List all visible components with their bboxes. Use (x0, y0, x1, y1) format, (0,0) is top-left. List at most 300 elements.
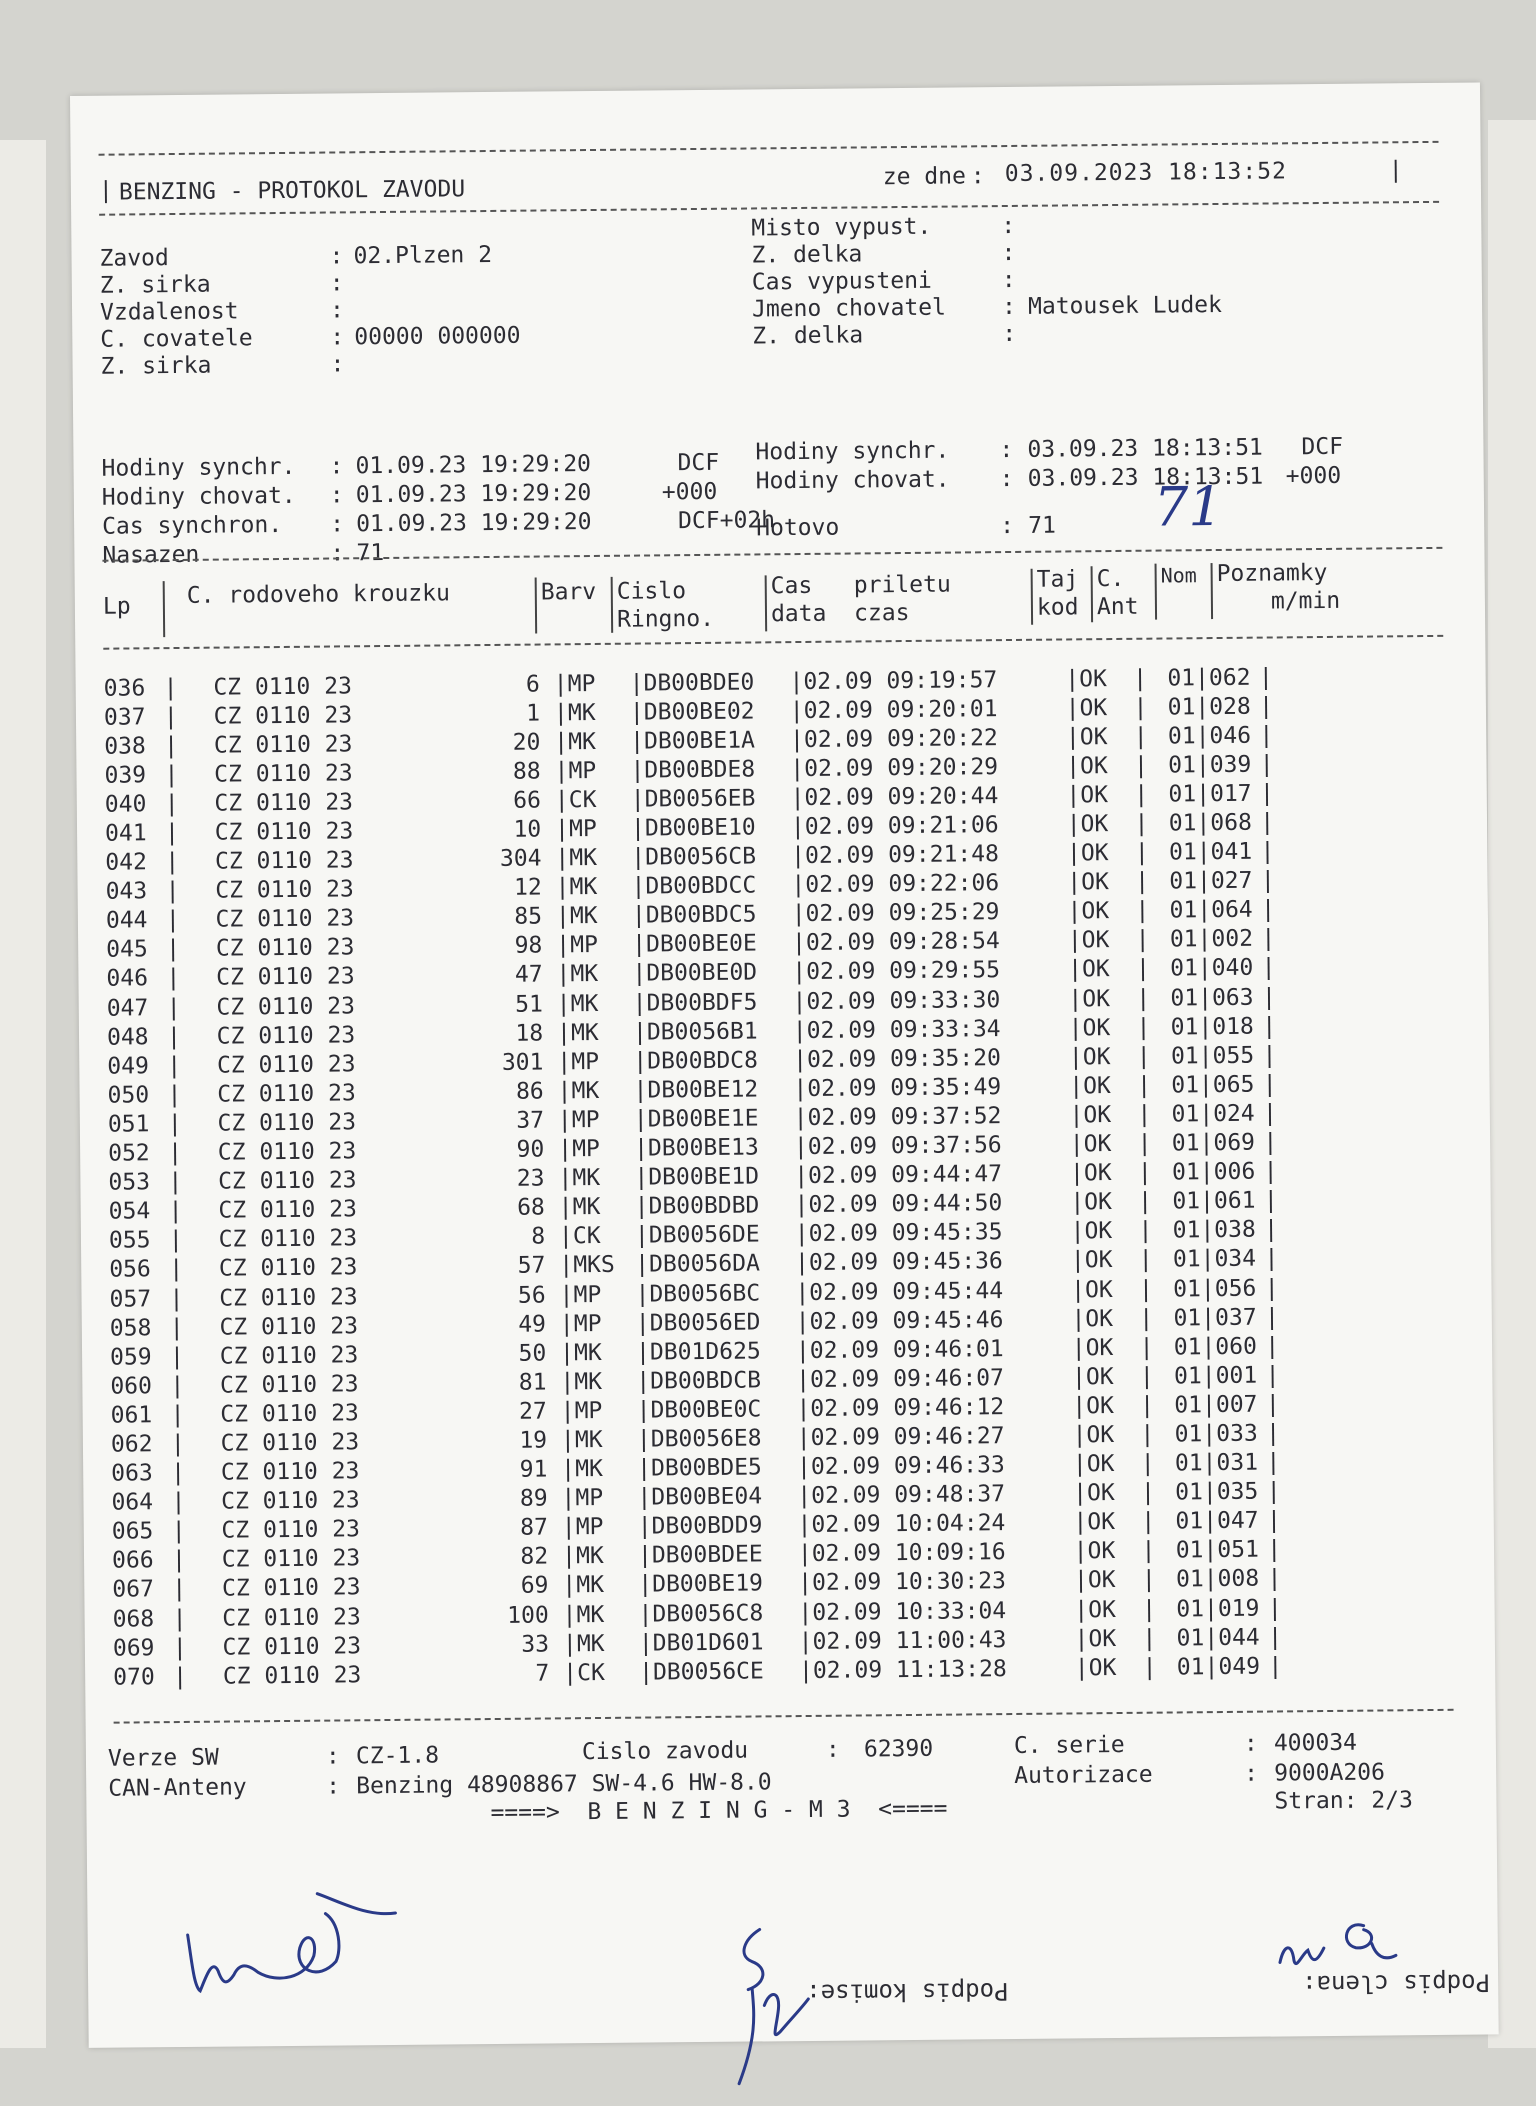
cell-ring-number: 304 (485, 845, 556, 873)
cell-ring-number: 57 (489, 1252, 560, 1280)
col-code-2: kod (1036, 594, 1079, 621)
col-sep (1031, 569, 1034, 625)
cell-code: OK (1081, 898, 1110, 925)
cell-nom: 039 (1209, 751, 1252, 778)
sync-value: 71 (1028, 512, 1056, 539)
cell-code: OK (1080, 781, 1109, 809)
cell-sep: | (558, 1165, 573, 1192)
cell-sep: | (1141, 1567, 1156, 1594)
cell-sep: | (1067, 898, 1082, 925)
cell-sep: | (1067, 927, 1082, 954)
col-notes-2: m/min (1270, 587, 1341, 615)
cell-sep: | (164, 820, 180, 847)
cell-chip: DB0056ED (649, 1309, 761, 1337)
cell-sep: | (1141, 1538, 1156, 1565)
cell-sep: | (1200, 1217, 1215, 1244)
cell-sep: | (635, 1281, 650, 1308)
col-arrival-2: data czas (770, 599, 910, 628)
cell-sep: | (1138, 1276, 1154, 1303)
cell-nom: 065 (1212, 1071, 1255, 1098)
cell-color: MK (570, 961, 599, 988)
cell-lp: 055 (108, 1227, 151, 1255)
cell-lp: 042 (105, 849, 148, 876)
cell-sep: | (796, 1424, 811, 1452)
cell-sep: | (1261, 984, 1276, 1011)
cell-sep: | (561, 1485, 576, 1512)
cell-sep: | (170, 1430, 185, 1458)
info-label: Z. sirka (99, 271, 211, 299)
cell-sep: | (1068, 1044, 1083, 1071)
cell-ring-number: 98 (486, 932, 557, 960)
cell-nom: 044 (1218, 1624, 1260, 1651)
cell-code: OK (1083, 1102, 1112, 1129)
cell-lp: 058 (109, 1314, 152, 1342)
cell-sep: | (1139, 1363, 1154, 1390)
cell-lp: 054 (108, 1198, 151, 1225)
cell-sep: | (796, 1454, 812, 1481)
cell-sep: | (1133, 723, 1148, 750)
cell-sep: | (1264, 1245, 1279, 1273)
cell-sep: | (1066, 782, 1081, 809)
cell-chip: DB00BDE8 (644, 756, 756, 784)
cell-sep: | (554, 787, 569, 814)
cell-color: CK (568, 786, 597, 814)
cell-ring: CZ 0110 23 (194, 1603, 361, 1632)
col-arrival-1: Cas priletu (770, 571, 951, 600)
cell-sep: | (1140, 1392, 1155, 1419)
cell-arrival: 02.09 09:20:44 (804, 783, 999, 811)
cell-ant: 01 (1170, 1013, 1199, 1041)
cell-chip: DB0056DA (648, 1250, 761, 1278)
cell-sep: | (1265, 1362, 1280, 1389)
divider (114, 1709, 1454, 1724)
footer-colon: : (1243, 1730, 1258, 1757)
sync-value: 03.09.23 18:13:51 (1027, 463, 1264, 492)
cell-sep: | (1201, 1391, 1217, 1419)
cell-sep: | (1136, 985, 1151, 1012)
cell-arrival: 02.09 10:30:23 (811, 1568, 1007, 1597)
cell-nom: 017 (1209, 780, 1252, 808)
cell-sep: | (792, 988, 807, 1015)
cell-ring: CZ 0110 23 (188, 992, 356, 1021)
cell-sep: | (638, 1571, 653, 1599)
cell-ant: 01 (1172, 1188, 1201, 1215)
handwritten-count: 71 (1153, 474, 1224, 539)
cell-arrival: 02.09 09:21:48 (804, 841, 1000, 870)
cell-ring: CZ 0110 23 (192, 1400, 359, 1428)
cell-sep: | (1141, 1508, 1156, 1536)
cell-code: OK (1088, 1596, 1116, 1623)
cell-chip: DB0056EB (644, 785, 756, 813)
date-label: ze dne (882, 163, 967, 191)
cell-sep: | (1260, 867, 1275, 894)
cell-sep: | (1068, 956, 1083, 983)
footer-antenna-label: CAN-Anteny (108, 1774, 247, 1802)
cell-ring: CZ 0110 23 (193, 1487, 360, 1516)
cell-sep: | (638, 1601, 653, 1628)
cell-sep: | (635, 1251, 650, 1279)
cell-ring-number: 51 (487, 990, 557, 1018)
cell-ring-number: 85 (486, 903, 557, 931)
cell-sep: | (557, 1107, 572, 1134)
cell-code: OK (1079, 723, 1108, 751)
cell-ant: 01 (1173, 1275, 1202, 1302)
info-colon: : (1001, 293, 1017, 321)
cell-color: MP (573, 1281, 602, 1308)
cell-sep: | (1259, 722, 1274, 749)
cell-code: OK (1084, 1189, 1113, 1216)
cell-nom: 064 (1211, 896, 1253, 924)
cell-sep: | (638, 1630, 653, 1657)
cell-nom: 024 (1212, 1100, 1255, 1128)
cell-chip: DB0056DE (648, 1221, 760, 1249)
cell-sep: | (559, 1339, 575, 1367)
cell-chip: DB0056C8 (652, 1599, 764, 1628)
cell-code: OK (1086, 1422, 1115, 1449)
cell-sep: | (794, 1221, 809, 1248)
cell-arrival: 02.09 10:33:04 (812, 1597, 1007, 1626)
cell-sep: | (798, 1628, 813, 1655)
cell-chip: DB00BE1E (647, 1105, 759, 1133)
cell-sep: | (795, 1308, 810, 1335)
col-code-1: Taj (1036, 566, 1079, 593)
cell-ring: CZ 0110 23 (190, 1138, 357, 1166)
footer-auth-label: Autorizace (1014, 1761, 1153, 1790)
cell-color: MK (570, 990, 599, 1017)
cell-arrival: 02.09 09:19:57 (803, 666, 998, 695)
cell-lp: 039 (104, 762, 147, 789)
cell-ring: CZ 0110 23 (191, 1254, 358, 1283)
cell-sep: | (1069, 1073, 1084, 1100)
cell-chip: DB00BE19 (652, 1570, 764, 1598)
cell-ring: CZ 0110 23 (189, 1109, 357, 1137)
cell-sep: | (1264, 1216, 1279, 1243)
cell-color: MP (571, 1048, 600, 1075)
cell-sep: | (1065, 694, 1080, 722)
cell-sep: | (557, 1049, 572, 1076)
cell-sep: | (1142, 1654, 1157, 1681)
cell-sep: | (163, 703, 178, 730)
cell-lp: 065 (111, 1518, 154, 1545)
cell-ring-number: 82 (492, 1543, 563, 1571)
info-colon: : (1001, 239, 1016, 267)
cell-sep: | (632, 990, 647, 1017)
cell-ring-number: 20 (484, 729, 555, 756)
cell-ring-number: 88 (485, 758, 555, 785)
cell-nom: 056 (1214, 1275, 1257, 1302)
cell-sep: | (1195, 722, 1210, 749)
cell-nom: 061 (1213, 1187, 1256, 1215)
sync-label: Nasazen (102, 541, 200, 569)
cell-ring-number: 8 (489, 1223, 560, 1251)
cell-sep: | (798, 1657, 813, 1684)
cell-ring-number: 89 (492, 1485, 562, 1513)
cell-sep: | (1139, 1305, 1154, 1332)
cell-sep: | (562, 1572, 577, 1599)
cell-sep: | (1266, 1449, 1281, 1476)
cell-sep: | (798, 1570, 813, 1597)
cell-sep: | (794, 1192, 809, 1219)
cell-nom: 035 (1216, 1478, 1259, 1506)
info-colon: : (1001, 266, 1016, 294)
cell-sep: | (1198, 1071, 1213, 1099)
footer-colon: : (325, 1743, 340, 1770)
cell-lp: 043 (105, 878, 148, 905)
cell-ant: 01 (1168, 781, 1197, 808)
col-sep (1155, 564, 1158, 620)
cell-arrival: 02.09 09:20:22 (803, 724, 998, 753)
sync-label: Hodiny chovat. (755, 466, 950, 495)
protocol-sheet (70, 82, 1499, 2047)
sync-value: 71 (356, 540, 385, 567)
cell-sep: | (558, 1223, 573, 1250)
cell-code: OK (1083, 1160, 1112, 1187)
cell-sep: | (1199, 1101, 1214, 1128)
cell-ring: CZ 0110 23 (185, 701, 353, 730)
cell-ring: CZ 0110 23 (185, 672, 352, 701)
cell-sep: | (1074, 1596, 1089, 1623)
cell-ring: CZ 0110 23 (186, 731, 353, 759)
cell-sep: | (1070, 1247, 1085, 1274)
cell-chip: DB00BDEE (651, 1541, 763, 1569)
cell-sep: | (1136, 1014, 1151, 1041)
col-nom: Nom (1160, 563, 1197, 588)
cell-chip: DB00BE0C (650, 1396, 762, 1424)
cell-sep: | (1198, 984, 1213, 1011)
info-colon: : (329, 297, 345, 324)
footer-colon: : (825, 1736, 840, 1763)
cell-sep: | (1072, 1393, 1087, 1420)
info-colon: : (329, 243, 344, 270)
cell-nom: 062 (1208, 664, 1251, 691)
cell-ant: 01 (1175, 1479, 1204, 1506)
cell-chip: DB01D601 (652, 1629, 764, 1657)
cell-sep: | (1073, 1509, 1088, 1536)
cell-sep: | (789, 697, 804, 724)
cell-sep: | (1136, 1043, 1151, 1070)
cell-sep: | (553, 670, 568, 697)
sync-value: 01.09.23 19:29:20 (355, 480, 592, 509)
cell-ant: 01 (1169, 897, 1198, 924)
cell-sep: | (635, 1339, 651, 1366)
cell-sep: | (1140, 1479, 1156, 1506)
cell-sep: | (1261, 925, 1276, 952)
cell-arrival: 02.09 10:04:24 (811, 1510, 1006, 1539)
info-value: Matousek Ludek (1027, 291, 1223, 320)
cell-sep: | (1073, 1538, 1088, 1565)
cell-sep: | (1203, 1537, 1218, 1564)
cell-ring: CZ 0110 23 (190, 1167, 357, 1196)
cell-code: OK (1084, 1247, 1113, 1274)
cell-color: CK (572, 1223, 601, 1250)
cell-chip: DB00BE1A (643, 727, 755, 755)
cell-ring: CZ 0110 23 (186, 760, 353, 788)
cell-lp: 053 (108, 1169, 151, 1196)
cell-ring-number: 10 (485, 816, 556, 844)
cell-ring: CZ 0110 23 (190, 1225, 358, 1254)
cell-code: OK (1082, 985, 1111, 1012)
cell-sep: | (169, 1314, 184, 1341)
cell-code: OK (1079, 694, 1108, 721)
cell-chip: DB00BE04 (651, 1483, 763, 1511)
cell-ant: 01 (1169, 926, 1198, 953)
cell-code: OK (1085, 1305, 1114, 1332)
cell-chip: DB00BE10 (644, 814, 756, 842)
cell-sep: | (632, 960, 647, 988)
cell-color: MP (573, 1310, 602, 1337)
cell-ring: CZ 0110 23 (194, 1632, 362, 1661)
cell-chip: DB00BDF5 (646, 989, 758, 1017)
cell-sep: | (1204, 1624, 1219, 1651)
cell-color: MK (575, 1543, 604, 1570)
sync-suffix: DCF (1301, 433, 1344, 461)
cell-sep: | (1264, 1304, 1280, 1331)
date-value: 03.09.2023 18:13:52 (1004, 158, 1288, 188)
cell-chip: DB0056B1 (646, 1018, 758, 1046)
info-label: C. covatele (100, 325, 253, 353)
cell-sep: | (631, 844, 646, 871)
cell-chip: DB00BDC5 (645, 901, 757, 929)
cell-sep: | (1203, 1508, 1218, 1535)
cell-sep: | (1069, 1102, 1084, 1129)
cell-sep: | (1196, 810, 1211, 837)
cell-sep: | (633, 1048, 648, 1075)
cell-lp: 070 (113, 1663, 155, 1691)
cell-sep: | (1266, 1478, 1281, 1505)
cell-sep: | (1073, 1480, 1088, 1507)
cell-sep: | (1074, 1625, 1089, 1653)
report-title: BENZING - PROTOKOL ZAVODU (118, 176, 466, 206)
cell-sep: | (1133, 665, 1148, 692)
cell-sep: | (1135, 927, 1150, 954)
cell-sep: | (1261, 954, 1276, 982)
footer-serial-label: C. serie (1013, 1731, 1125, 1760)
sync-label: Hodiny chovat. (101, 482, 296, 511)
cell-ring-number: 66 (485, 787, 555, 814)
cell-sep: | (1201, 1362, 1216, 1389)
cell-ring-number: 56 (490, 1281, 560, 1309)
cell-ring-number: 27 (491, 1398, 561, 1425)
cell-sep: | (1265, 1391, 1280, 1418)
cell-sep: | (164, 761, 179, 788)
cell-sep: | (171, 1518, 186, 1545)
cell-arrival: 02.09 09:33:30 (806, 986, 1001, 1015)
info-label: Jmeno chovatel (751, 294, 947, 323)
info-label: Z. sirka (100, 352, 212, 380)
cell-arrival: 02.09 09:21:06 (804, 812, 999, 840)
cell-sep: | (1195, 751, 1210, 779)
cell-nom: 047 (1216, 1507, 1259, 1535)
cell-color: MP (574, 1397, 603, 1425)
footer-race-no-value: 62390 (863, 1735, 934, 1763)
cell-sep: | (1134, 781, 1149, 808)
cell-sep: | (794, 1163, 809, 1190)
cell-ring-number: 91 (491, 1456, 562, 1484)
cell-ring-number: 7 (493, 1660, 564, 1687)
cell-sep: | (632, 1019, 647, 1046)
cell-sep: | (555, 845, 570, 872)
cell-lp: 063 (111, 1460, 153, 1487)
cell-color: MK (567, 699, 596, 726)
cell-sep: | (1265, 1333, 1280, 1360)
cell-sep: | (1069, 1160, 1085, 1187)
cell-ring: CZ 0110 23 (195, 1662, 362, 1690)
cell-sep: | (173, 1663, 188, 1690)
cell-sep: | (791, 843, 806, 870)
cell-sep: | (1200, 1246, 1215, 1273)
cell-sep: | (633, 1077, 648, 1104)
cell-lp: 059 (109, 1343, 152, 1371)
cell-code: OK (1084, 1218, 1113, 1245)
cell-ring: CZ 0110 23 (193, 1458, 360, 1486)
cell-color: CK (577, 1659, 605, 1686)
cell-code: OK (1087, 1538, 1116, 1565)
cell-ring-number: 90 (488, 1136, 559, 1164)
cell-sep: | (167, 1052, 182, 1079)
cell-chip: DB00BDE0 (643, 669, 755, 697)
cell-ring: CZ 0110 23 (192, 1429, 360, 1457)
cell-nom: 041 (1210, 838, 1253, 866)
cell-arrival: 02.09 09:45:36 (808, 1248, 1003, 1277)
cell-sep: | (1195, 693, 1210, 720)
cell-sep: | (168, 1227, 183, 1254)
cell-arrival: 02.09 09:28:54 (805, 928, 1000, 957)
cell-lp: 045 (106, 936, 148, 964)
cell-lp: 036 (103, 674, 146, 702)
info-colon: : (330, 351, 345, 378)
cell-code: OK (1082, 1043, 1111, 1071)
cell-lp: 050 (107, 1082, 150, 1109)
cell-sep: | (629, 699, 644, 726)
cell-sep: | (1202, 1421, 1217, 1448)
footer-antenna-value: Benzing 48908867 SW-4.6 HW-8.0 (356, 1769, 772, 1800)
cell-sep: | (1134, 839, 1149, 866)
cell-sep: | (637, 1542, 653, 1569)
cell-color: MP (572, 1136, 600, 1163)
sync-colon: : (330, 511, 345, 538)
cell-nom: 006 (1213, 1158, 1256, 1186)
cell-arrival: 02.09 09:46:01 (809, 1335, 1004, 1364)
cell-sep: | (1197, 897, 1212, 924)
cell-chip: DB0056BC (649, 1279, 761, 1308)
info-label: Z. delka (751, 241, 863, 269)
cell-sep: | (166, 1023, 182, 1050)
cell-lp: 046 (106, 965, 149, 993)
cell-chip: DB00BE13 (647, 1134, 759, 1162)
cell-sep: | (1261, 896, 1276, 923)
header-bar-left: | (98, 177, 113, 204)
cell-sep: | (1199, 1130, 1214, 1157)
cell-sep: | (637, 1455, 652, 1482)
sync-value: 03.09.23 18:13:51 (1027, 434, 1263, 463)
info-colon: : (330, 324, 345, 351)
commission-signature-label: Podpis komise: (806, 1977, 1009, 2008)
cell-sep: | (1142, 1625, 1157, 1652)
sync-value: 01.09.23 19:29:20 (355, 509, 592, 538)
cell-color: MK (571, 1077, 600, 1105)
cell-arrival: 02.09 09:35:20 (806, 1044, 1001, 1073)
cell-sep: | (631, 902, 646, 929)
cell-lp: 068 (112, 1605, 155, 1633)
cell-color: MK (576, 1630, 605, 1657)
cell-chip: DB00BE02 (643, 698, 755, 726)
cell-arrival: 02.09 09:25:29 (805, 899, 1000, 928)
cell-sep: | (171, 1460, 186, 1487)
cell-sep: | (172, 1634, 187, 1661)
cell-ring: CZ 0110 23 (187, 876, 354, 905)
cell-sep: | (790, 755, 805, 782)
cell-sep: | (557, 1078, 572, 1105)
